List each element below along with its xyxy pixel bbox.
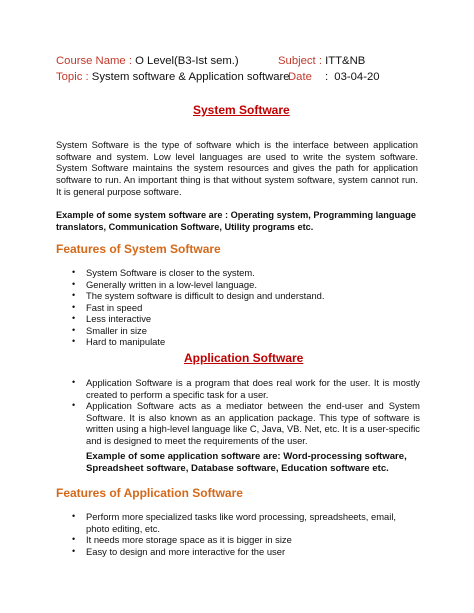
bullet-icon: • bbox=[72, 290, 76, 300]
list-item: • Perform more specialized tasks like word processing, spreadsheets, email, photo editing, etc. bbox=[72, 511, 397, 534]
subject-line bbox=[278, 55, 365, 67]
list-item: • The system software is difficult to design and understand. bbox=[72, 290, 325, 301]
bullet-icon: • bbox=[72, 278, 76, 289]
system-software-example: Example of some system software are : Operating system, Programming language translators, Communication Software, Utility programs etc. bbox=[56, 210, 416, 232]
bullet-icon: • bbox=[72, 511, 76, 521]
topic-value: System software & Application software bbox=[91, 71, 290, 83]
features-system-list bbox=[72, 267, 352, 348]
features-application-list bbox=[72, 511, 420, 557]
bullet-icon: • bbox=[72, 377, 76, 387]
date-label: Date bbox=[288, 71, 312, 83]
features-application-heading: Features of Application Software bbox=[56, 486, 243, 500]
list-item: • Generally written in a low-level language. bbox=[72, 278, 257, 290]
list-item: • System Software is closer to the system. bbox=[72, 267, 255, 278]
list-item: • Easy to design and more interactive for the user bbox=[72, 545, 286, 557]
application-software-heading: Application Software bbox=[184, 351, 304, 365]
course-name-label: Course Name : bbox=[56, 55, 132, 67]
list-item: • It needs more storage space as it is bigger in size bbox=[72, 534, 292, 545]
list-item: • Less interactive bbox=[72, 313, 152, 324]
topic-line bbox=[56, 71, 290, 83]
bullet-icon: • bbox=[72, 324, 76, 335]
features-system-heading: Features of System Software bbox=[56, 242, 221, 256]
subject-label: Subject : bbox=[278, 55, 322, 67]
course-name-value: O Level(B3-Ist sem.) bbox=[135, 55, 239, 67]
list-item: • Hard to manipulate bbox=[72, 336, 166, 347]
date-line bbox=[288, 71, 380, 83]
subject-value: ITT&NB bbox=[325, 55, 366, 67]
application-software-list bbox=[72, 377, 420, 446]
bullet-icon: • bbox=[72, 267, 76, 277]
system-software-paragraph: System Software is the type of software which is the interface between application software and system. Low level languages are used to write the system software. System Software maintains the system resources and gives the path for application software to run. An important thing is that without system software, system cannot run. It is general purpose software. bbox=[56, 139, 418, 197]
bullet-icon: • bbox=[72, 336, 76, 346]
bullet-icon: • bbox=[72, 545, 76, 556]
list-item: • Fast in speed bbox=[72, 301, 143, 313]
system-software-heading: System Software bbox=[193, 103, 290, 117]
list-item: • Application Software acts as a mediator between the end-user and System Software. It is also known as an application package. This type of software is written using a high-level language like C, Java, VB. Net, etc. It is a user-specific and is designed to meet the requirements of the user. bbox=[72, 400, 420, 446]
course-name-line bbox=[56, 55, 239, 67]
topic-label: Topic : bbox=[56, 71, 89, 83]
date-value: 03-04-20 bbox=[334, 71, 380, 83]
list-item: • Smaller in size bbox=[72, 324, 147, 336]
bullet-icon: • bbox=[72, 400, 76, 410]
date-separator: : bbox=[325, 71, 329, 83]
bullet-icon: • bbox=[72, 301, 76, 312]
bullet-icon: • bbox=[72, 313, 76, 323]
application-software-example: Example of some application software are: Word-processing software, Spreadsheet software, Database software, Education software etc. bbox=[86, 451, 407, 474]
bullet-icon: • bbox=[72, 534, 76, 544]
list-item: • Application Software is a program that does real work for the user. It is mostly created to perform a specific task for a user. bbox=[72, 377, 420, 400]
